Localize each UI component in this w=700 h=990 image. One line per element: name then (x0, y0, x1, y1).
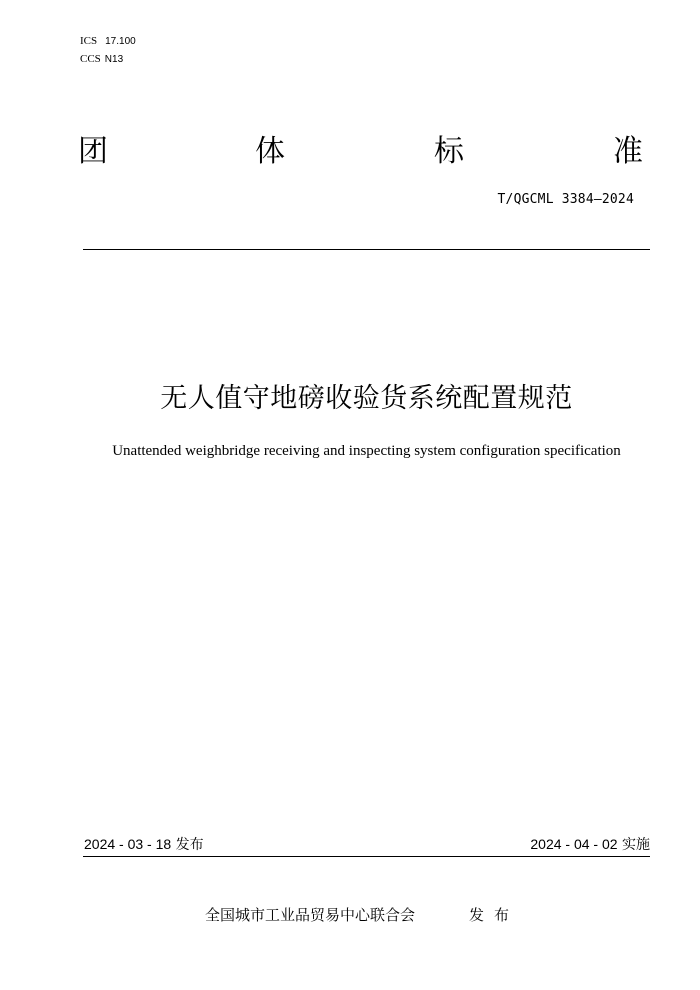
issue-date: 2024 - 03 - 18 (84, 836, 172, 852)
standard-type-char: 准 (613, 134, 643, 169)
standard-number: T/QGCML 3384—2024 (497, 192, 634, 207)
standard-type-char: 体 (255, 134, 285, 169)
ics-classification (80, 34, 136, 49)
implement-date-line (530, 835, 650, 854)
implement-label: 实施 (622, 837, 650, 853)
ics-value: 17.100 (105, 36, 136, 47)
implement-date: 2024 - 04 - 02 (530, 836, 618, 852)
standard-type-char: 标 (434, 134, 464, 169)
title-english: Unattended weighbridge receiving and inspecting system configuration specification (112, 443, 621, 459)
standard-type-char: 团 (78, 134, 108, 169)
ccs-label: CCS (80, 53, 101, 65)
title-chinese: 无人值守地磅收验货系统配置规范 (160, 383, 573, 414)
footer-divider (83, 856, 650, 857)
header-divider (83, 249, 650, 250)
ics-label: ICS (80, 35, 98, 47)
publish-action: 发布 (469, 906, 520, 924)
issue-date-line (84, 835, 204, 854)
publisher-name: 全国城市工业品贸易中心联合会 (205, 906, 416, 924)
ccs-classification (80, 52, 123, 67)
issue-label: 发布 (175, 837, 204, 853)
ccs-value: N13 (104, 54, 124, 65)
